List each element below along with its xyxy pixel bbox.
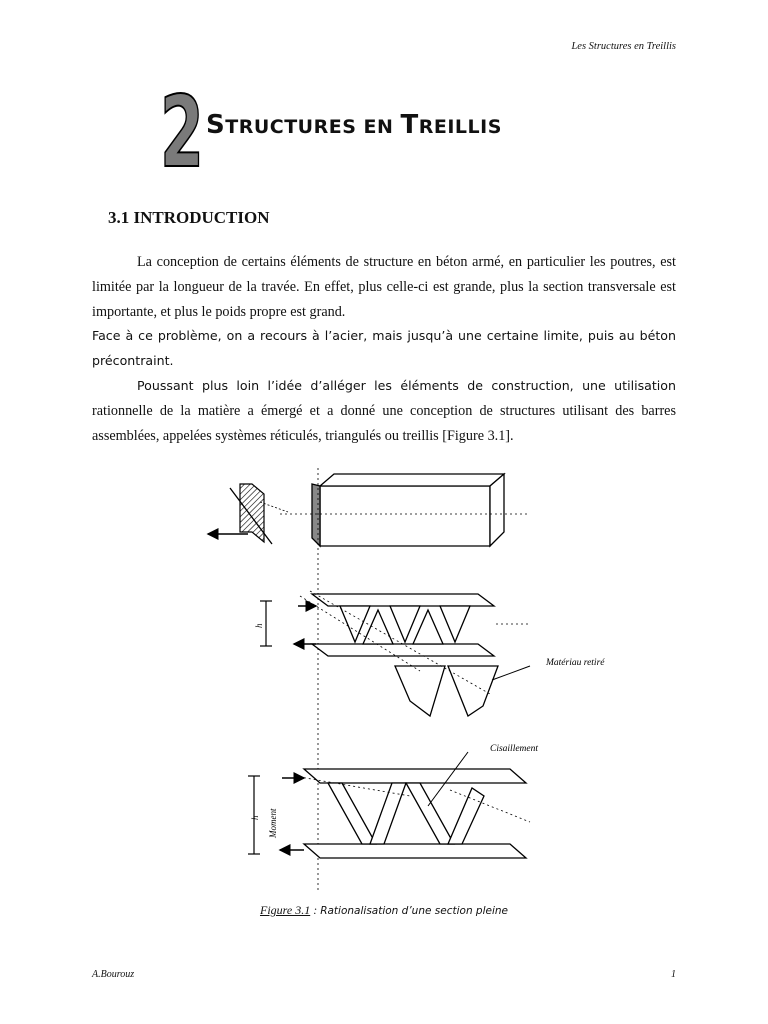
figure-3-1 [200, 466, 640, 896]
chapter-title-initial-1: S [206, 110, 226, 140]
chapter-title-rest-2: REILLIS [418, 116, 502, 138]
page-number: 1 [671, 969, 676, 980]
chapter-heading [158, 88, 618, 178]
chapter-number: 2 [160, 88, 204, 178]
paragraph-3-lead: Poussant plus loin l’idée d’alléger les éléments de construction, une utilisation [137, 377, 676, 393]
solid-beam [312, 474, 504, 546]
figure-caption-separator: : [310, 903, 321, 917]
figure-number: Figure 3.1 [259, 903, 311, 917]
stress-diagram [208, 484, 288, 544]
paragraph-2: Face à ce problème, on a recours à l’acier, mais jusqu’à une certaine limite, puis au béton précontraint. [92, 328, 676, 369]
paragraph-3-rest: rationnelle de la matière a émergé et a donné une conception de structures utilisant des barres assemblées, appelées systèmes réticulés, triangulés ou treillis [Figure 3.1]. [92, 402, 676, 444]
lever-arm-label-2: h [250, 815, 260, 820]
chapter-number-graphic [158, 88, 208, 178]
running-header: Les Structures en Treillis [571, 41, 676, 52]
truss-final [304, 769, 526, 858]
lever-arm-label-1: h [254, 623, 264, 628]
figure-caption [0, 903, 768, 918]
body-text [92, 250, 676, 448]
truss-illustration [200, 466, 640, 896]
chapter-title-rest-1: TRUCTURES EN [225, 116, 401, 138]
moment-label: Moment [268, 808, 278, 838]
figure-caption-text: Rationalisation d’une section pleine [320, 905, 509, 917]
section-heading: 3.1 INTRODUCTION [108, 208, 270, 227]
paragraph-3 [92, 374, 676, 448]
paragraph-1: La conception de certains éléments de structure en béton armé, en particulier les poutres, est limitée par la longueur de la travée. En effet, plus celle-ci est grande, plus la section transversale est importante, et plus le poids propre est grand. [92, 254, 676, 320]
truss-removed-material [312, 594, 498, 716]
footer-author: A.Bourouz [92, 969, 135, 980]
chapter-title-initial-2: T [400, 110, 419, 140]
material-removed-label: Matériau retiré [546, 658, 605, 668]
shear-label: Cisaillement [490, 744, 539, 754]
chapter-title [206, 110, 502, 140]
